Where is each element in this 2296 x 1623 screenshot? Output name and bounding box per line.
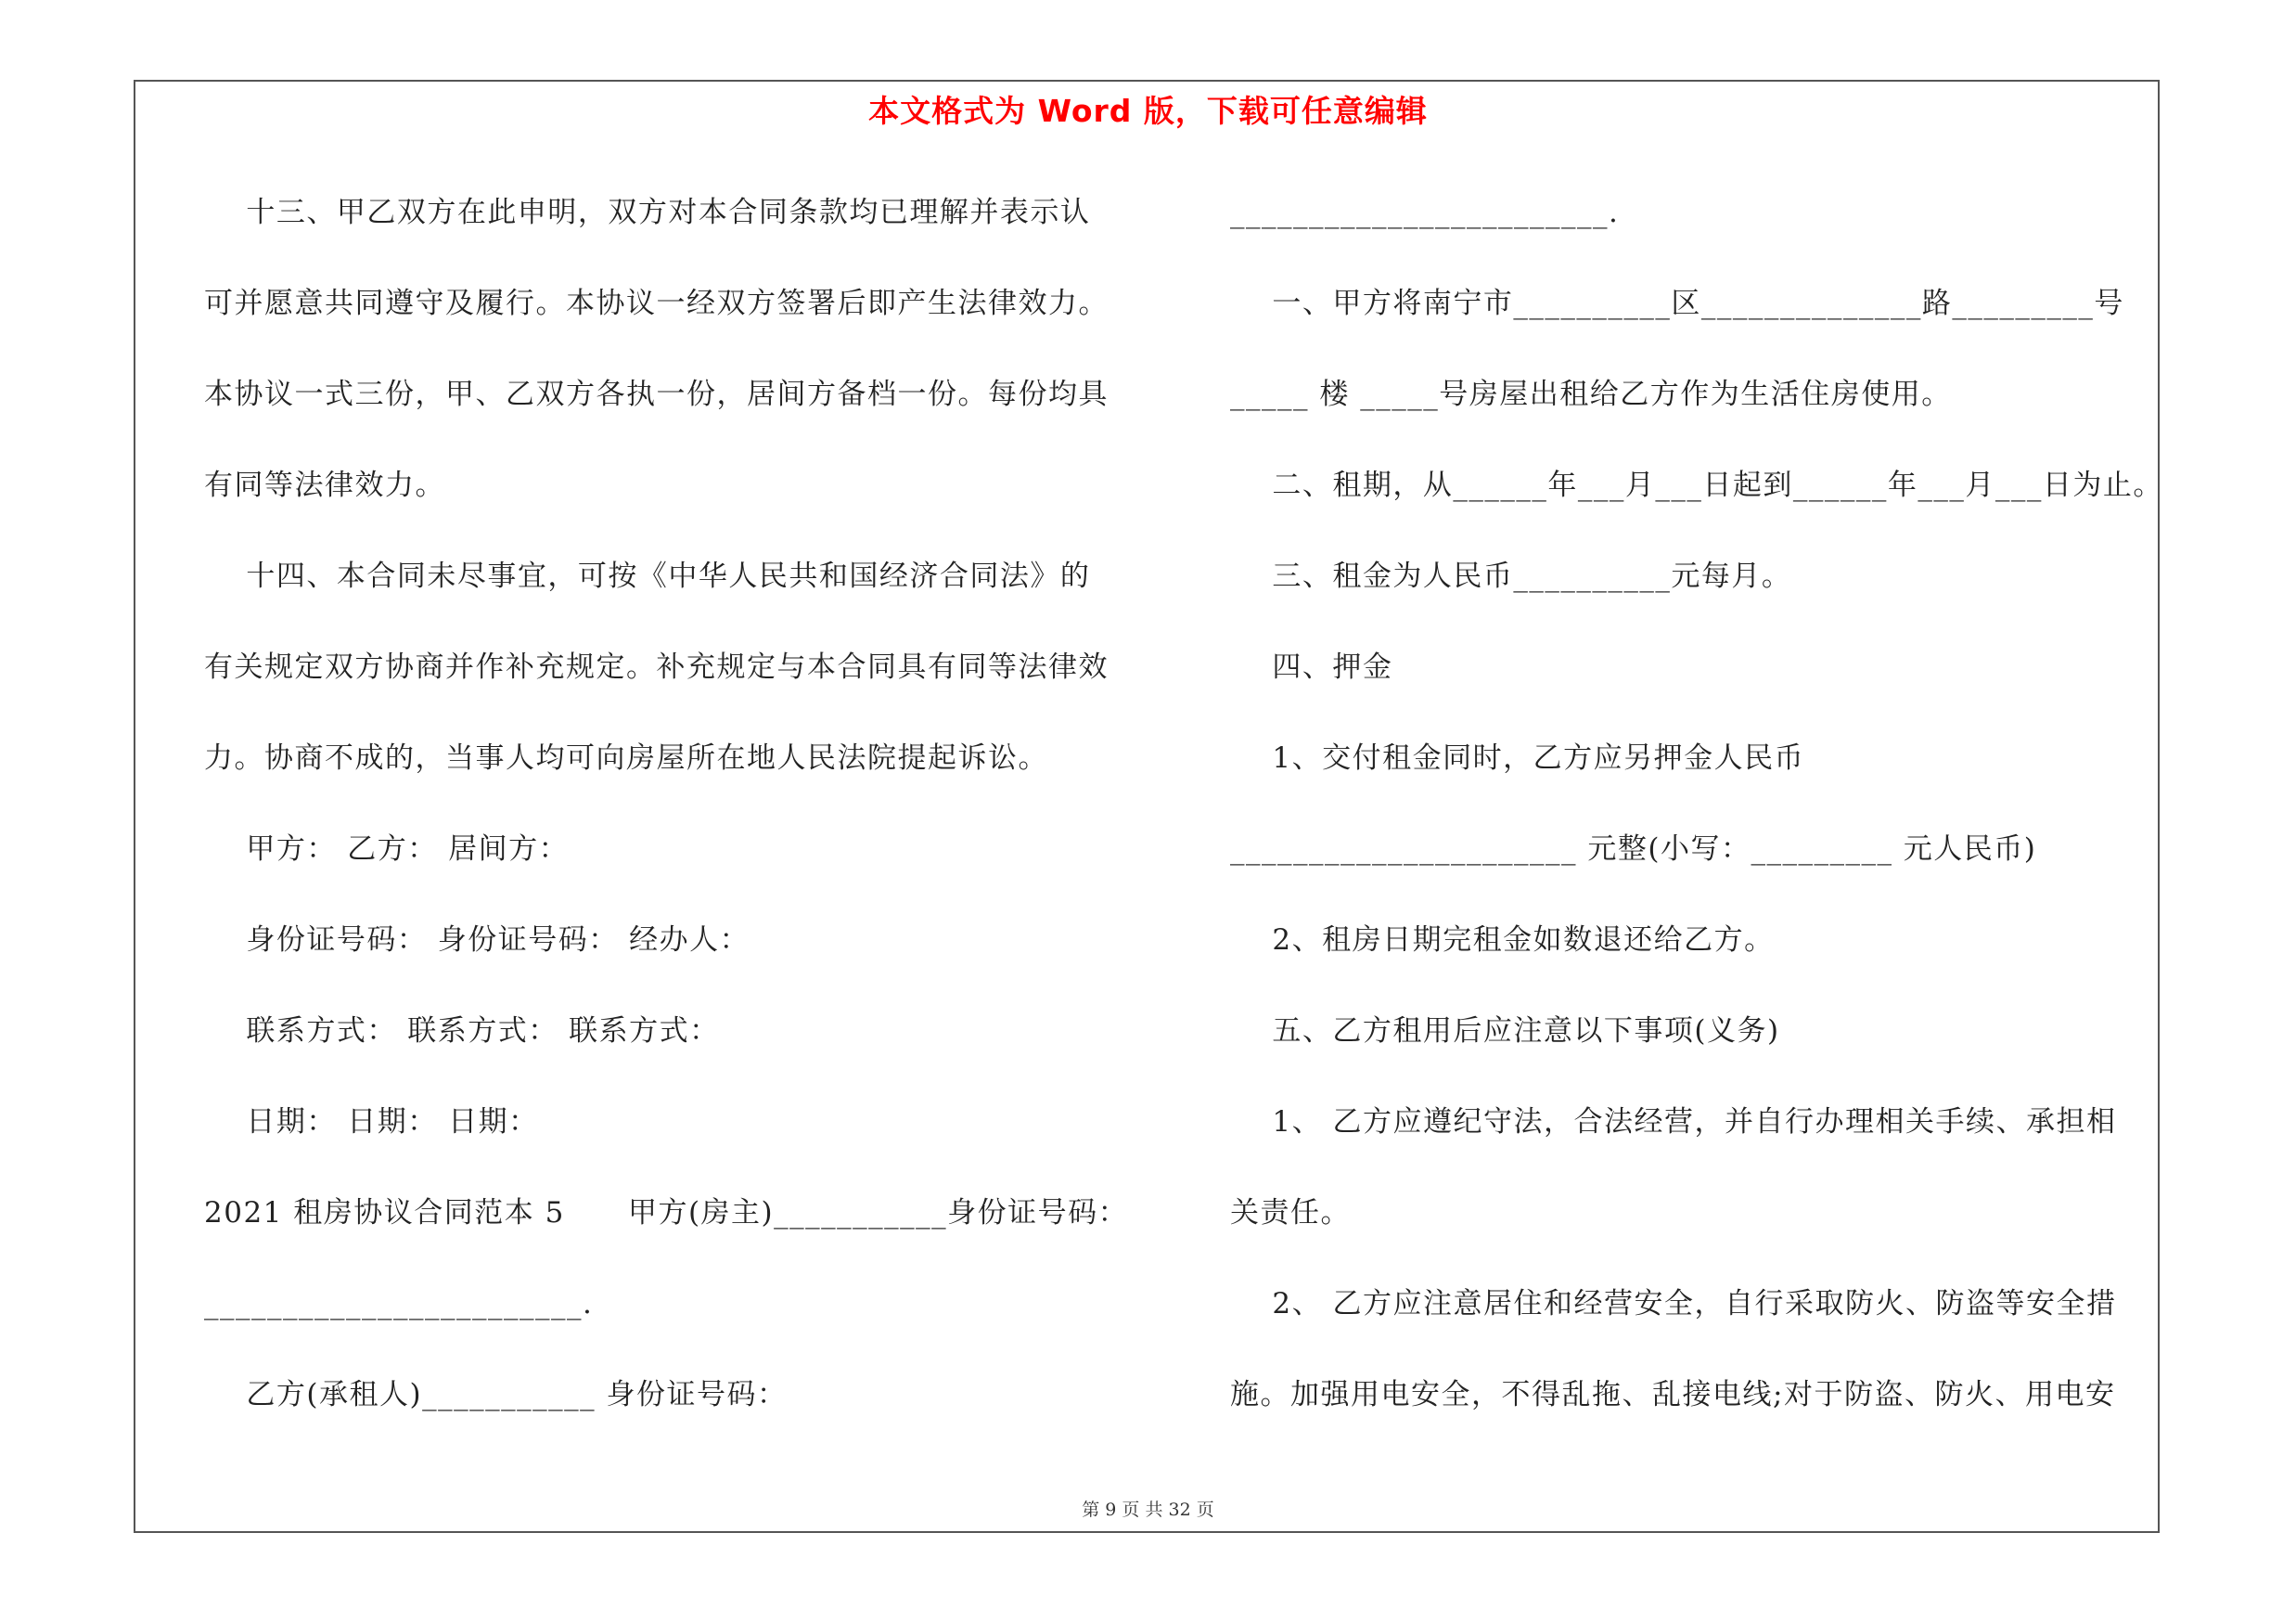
text-line: 乙方(承租人)___________ 身份证号码：	[204, 1378, 788, 1411]
text-line: ________________________.	[204, 1287, 594, 1320]
text-line: 十三、甲乙双方在此申明，双方对本合同条款均已理解并表示认	[204, 196, 1091, 229]
page-number-footer: 第 9 页 共 32 页	[1082, 1500, 1214, 1520]
text-line: 身份证号码： 身份证号码： 经办人：	[204, 923, 750, 957]
text-line: 有同等法律效力。	[204, 469, 445, 502]
text-line: 施。加强用电安全，不得乱拖、乱接电线;对于防盗、防火、用电安	[1230, 1378, 2116, 1411]
text-line: 2、 乙方应注意居住和经营安全，自行采取防火、防盗等安全措	[1230, 1287, 2117, 1320]
text-line: _____ 楼 _____号房屋出租给乙方作为生活住房使用。	[1230, 378, 1952, 411]
text-line: 关责任。	[1230, 1196, 1351, 1230]
text-line: 1、交付租金同时，乙方应另押金人民币	[1230, 741, 1805, 775]
text-line: ______________________ 元整(小写：_________ 元人民币)	[1230, 832, 2037, 866]
text-line: 一、甲方将南宁市__________区______________路_________号	[1230, 287, 2124, 320]
format-notice-banner: 本文格式为 Word 版，下载可任意编辑	[868, 93, 1428, 129]
text-line: 日期： 日期： 日期：	[204, 1105, 539, 1139]
text-line: 2021 租房协议合同范本 5 甲方(房主)___________身份证号码：	[204, 1196, 1129, 1230]
text-line: 可并愿意共同遵守及履行。本协议一经双方签署后即产生法律效力。	[204, 287, 1109, 320]
text-line: 2、租房日期完租金如数退还给乙方。	[1230, 923, 1775, 957]
text-line: 本协议一式三份，甲、乙双方各执一份，居间方备档一份。每份均具	[204, 378, 1109, 411]
right-column	[1230, 182, 2167, 1455]
text-line: 四、押金	[1230, 650, 1393, 684]
text-line: 联系方式： 联系方式： 联系方式：	[204, 1014, 720, 1048]
text-line: 甲方： 乙方： 居间方：	[204, 832, 570, 866]
left-column	[204, 182, 1160, 1455]
text-line: 力。协商不成的，当事人均可向房屋所在地人民法院提起诉讼。	[204, 741, 1048, 775]
text-line: 1、 乙方应遵纪守法，合法经营，并自行办理相关手续、承担相	[1230, 1105, 2117, 1139]
text-line: 五、乙方租用后应注意以下事项(义务)	[1230, 1014, 1780, 1048]
text-line: ________________________.	[1230, 196, 1620, 229]
text-line: 有关规定双方协商并作补充规定。补充规定与本合同具有同等法律效	[204, 650, 1109, 684]
text-line: 三、租金为人民币__________元每月。	[1230, 560, 1792, 593]
text-line: 十四、本合同未尽事宜，可按《中华人民共和国经济合同法》的	[204, 560, 1091, 593]
text-line: 二、租期，从______年___月___日起到______年___月___日为止。	[1230, 469, 2163, 502]
